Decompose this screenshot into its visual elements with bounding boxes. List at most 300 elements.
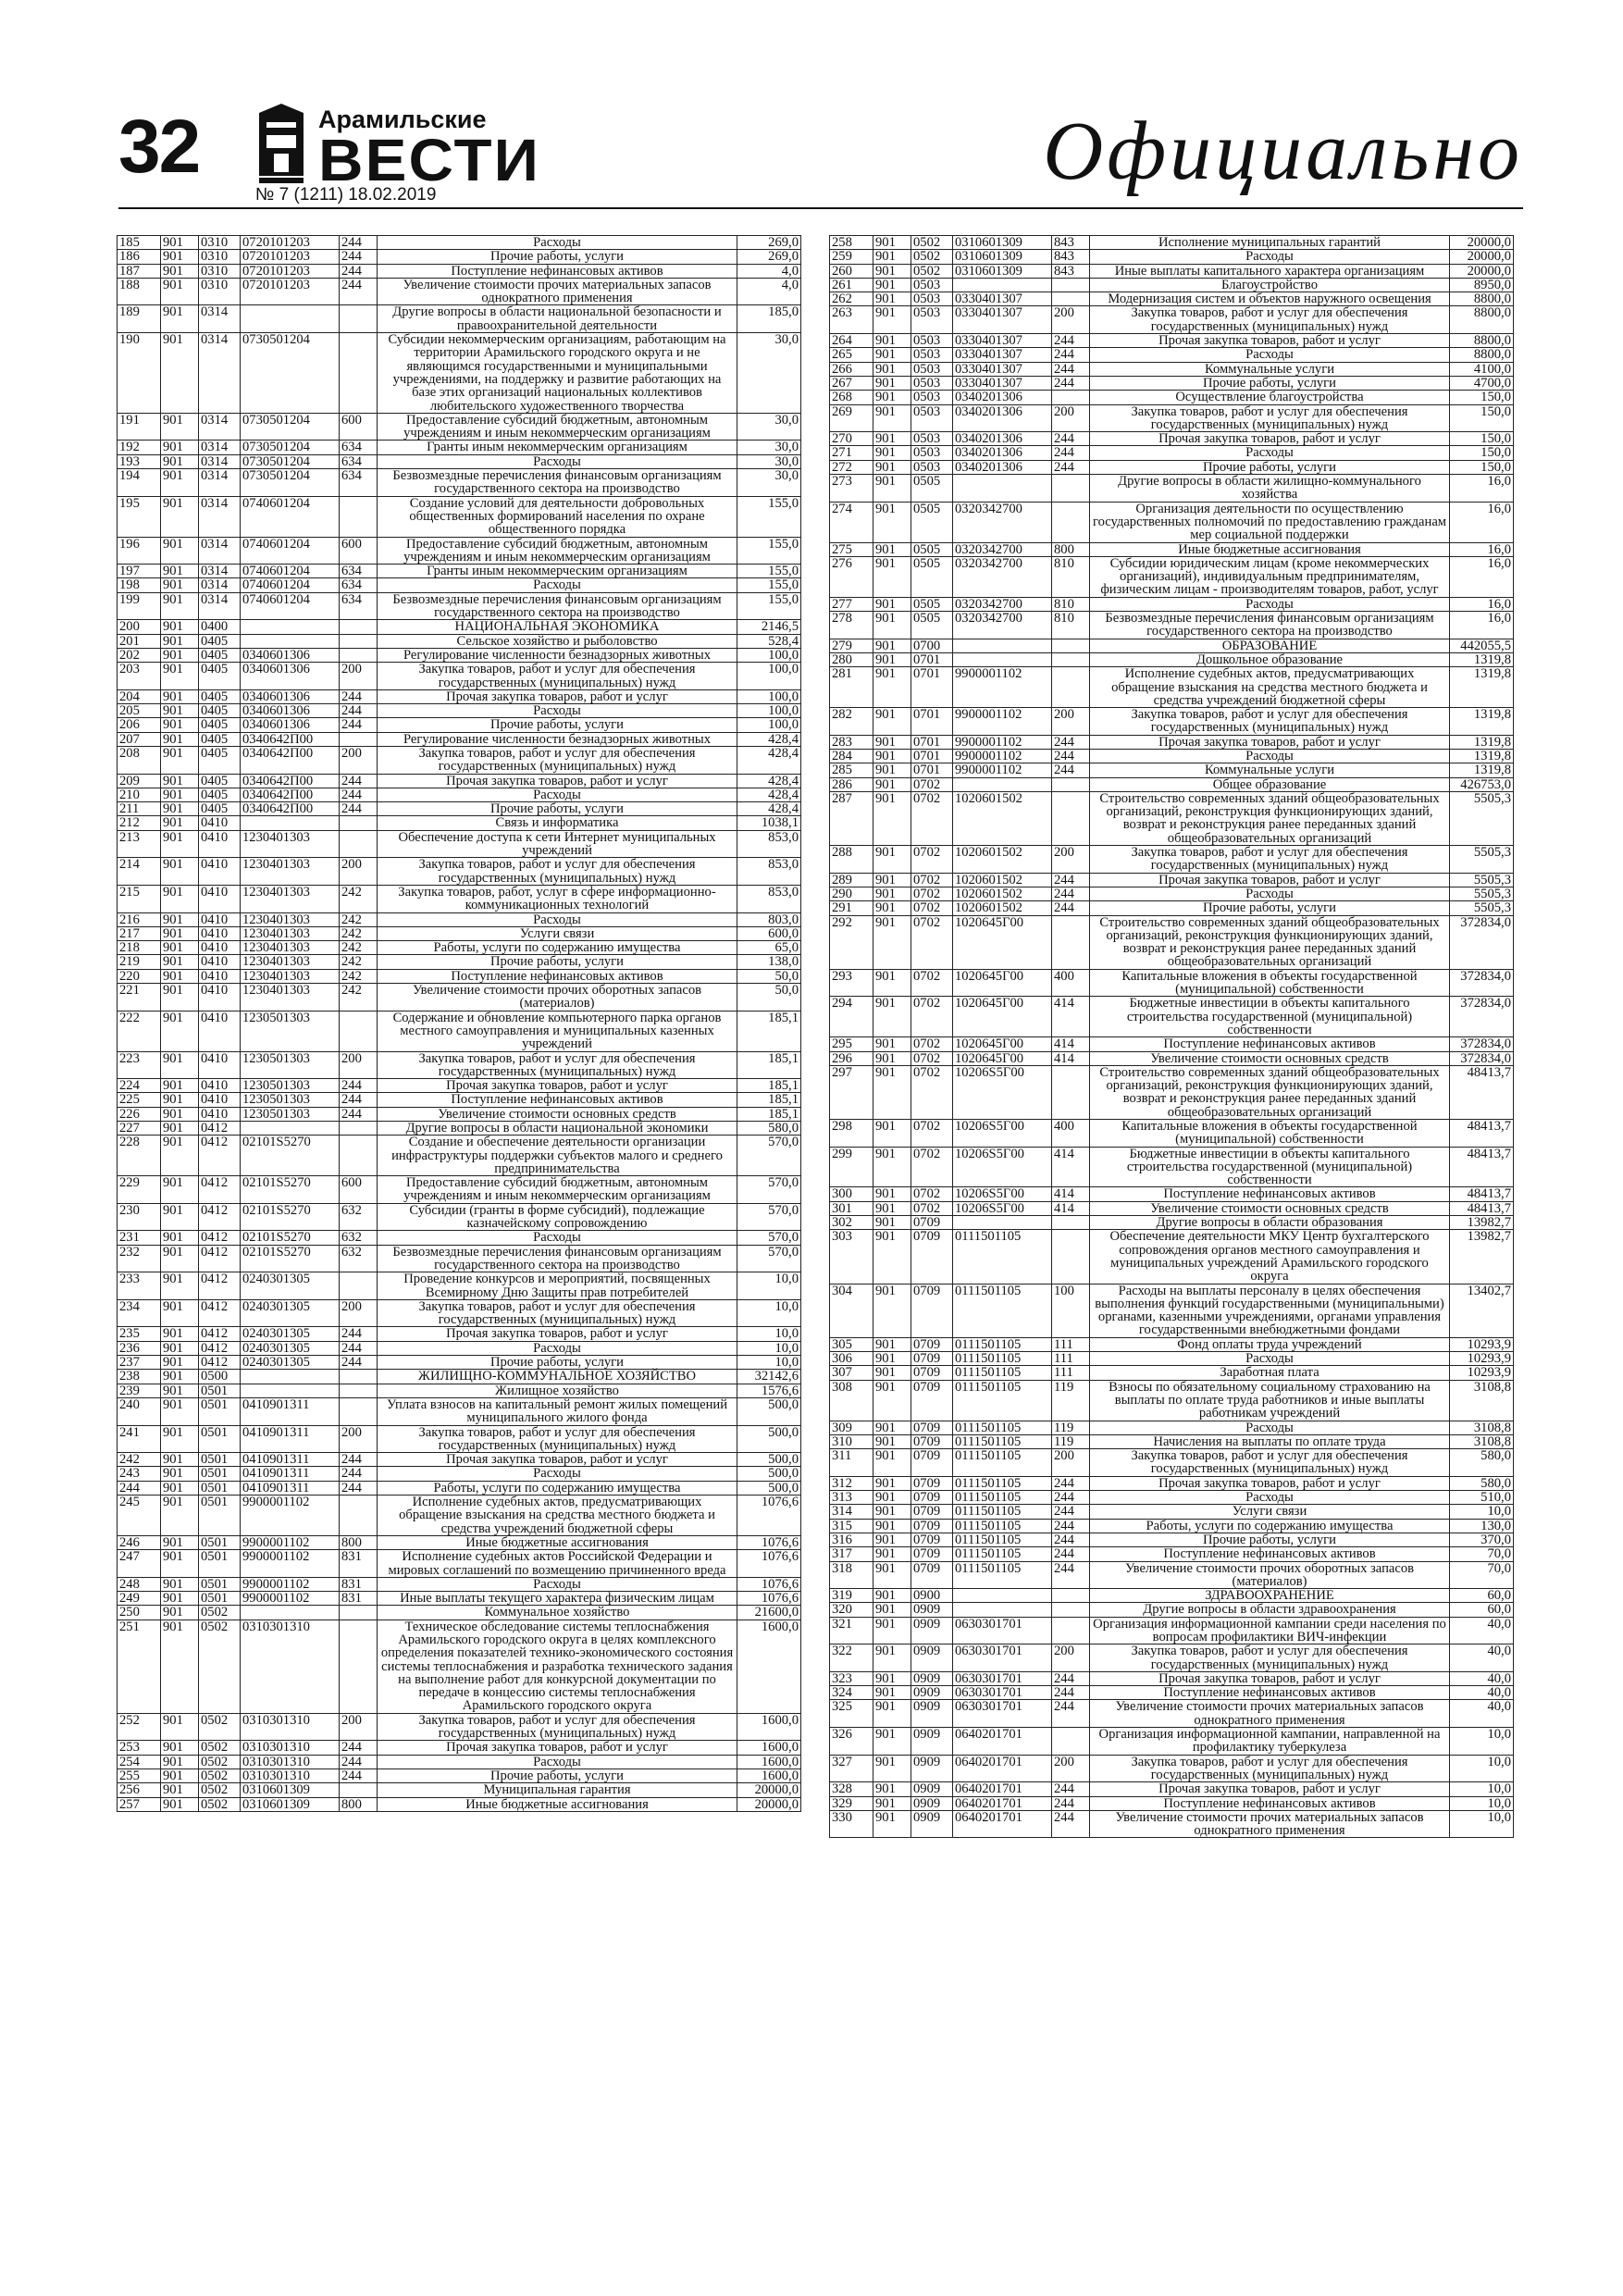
- amount-cell: 20000,0: [1450, 264, 1514, 278]
- table-row: [118, 746, 801, 774]
- target-code-cell: 0240301305: [241, 1356, 340, 1370]
- admin-code-cell: 901: [873, 348, 911, 362]
- row-number-cell: 258: [830, 236, 873, 250]
- row-number-cell: 291: [830, 901, 873, 915]
- description-cell: Гранты иным некоммерческим организациям: [378, 565, 737, 578]
- table-row: [118, 441, 801, 454]
- target-code-cell: 02101S5270: [241, 1231, 340, 1245]
- admin-code-cell: 901: [873, 1686, 911, 1700]
- admin-code-cell: 901: [873, 612, 911, 639]
- row-number-cell: 311: [830, 1449, 873, 1477]
- table-row: [118, 1741, 801, 1755]
- admin-code-cell: 901: [873, 1728, 911, 1756]
- table-row: [830, 1700, 1514, 1728]
- amount-cell: 1038,1: [737, 816, 801, 830]
- description-cell: Расходы: [378, 788, 737, 801]
- row-number-cell: 213: [118, 830, 161, 858]
- target-code-cell: 0330401307: [953, 292, 1052, 306]
- expense-type-cell: [340, 1122, 378, 1136]
- target-code-cell: 9900001102: [953, 749, 1052, 763]
- logo-title: ВЕСТИ: [318, 127, 541, 193]
- section-code-cell: 0405: [199, 732, 241, 746]
- amount-cell: 70,0: [1450, 1561, 1514, 1589]
- section-code-cell: 0900: [911, 1589, 953, 1603]
- expense-type-cell: [340, 816, 378, 830]
- expense-type-cell: [340, 1272, 378, 1300]
- description-cell: Безвозмездные перечисления финансовым организациям государственного сектора на производство: [378, 592, 737, 620]
- section-code-cell: 0410: [199, 984, 241, 1011]
- expense-type-cell: 119: [1052, 1434, 1090, 1448]
- row-number-cell: 294: [830, 997, 873, 1037]
- table-row: [118, 1535, 801, 1549]
- table-row: [118, 689, 801, 703]
- amount-cell: 150,0: [1450, 460, 1514, 474]
- table-row: [118, 1755, 801, 1769]
- section-code-cell: 0314: [199, 305, 241, 333]
- section-code-cell: 0501: [199, 1592, 241, 1606]
- table-row: [118, 1592, 801, 1606]
- admin-code-cell: 901: [873, 1547, 911, 1561]
- expense-type-cell: [340, 1136, 378, 1176]
- amount-cell: 8800,0: [1450, 292, 1514, 306]
- admin-code-cell: 901: [161, 858, 199, 886]
- description-cell: Увеличение стоимости прочих оборотных запасов (материалов): [1090, 1561, 1450, 1589]
- row-number-cell: 225: [118, 1093, 161, 1107]
- row-number-cell: 301: [830, 1201, 873, 1215]
- table-row: [118, 1397, 801, 1425]
- admin-code-cell: 901: [873, 763, 911, 777]
- admin-code-cell: 901: [161, 1713, 199, 1741]
- target-code-cell: 0740601204: [241, 496, 340, 537]
- section-code-cell: 0314: [199, 454, 241, 468]
- admin-code-cell: 901: [161, 941, 199, 955]
- description-cell: Бюджетные инвестиции в объекты капитального строительства государственной (муниципальной) собственности: [1090, 1147, 1450, 1187]
- expense-type-cell: 843: [1052, 236, 1090, 250]
- target-code-cell: 0111501105: [953, 1449, 1052, 1477]
- section-code-cell: 0502: [911, 264, 953, 278]
- section-code-cell: 0701: [911, 667, 953, 708]
- amount-cell: 10,0: [737, 1327, 801, 1341]
- description-cell: Обеспечение деятельности МКУ Центр бухгалтерского сопровождения органов местного самоуправления и муниципальных учреждений Арамильского городского округа: [1090, 1230, 1450, 1284]
- target-code-cell: 0330401307: [953, 334, 1052, 348]
- expense-type-cell: 200: [1052, 708, 1090, 736]
- target-code-cell: [241, 816, 340, 830]
- expense-type-cell: 244: [340, 704, 378, 718]
- admin-code-cell: 901: [873, 1421, 911, 1434]
- admin-code-cell: 901: [873, 639, 911, 652]
- table-row: [830, 1589, 1514, 1603]
- row-number-cell: 276: [830, 556, 873, 597]
- table-row: [830, 612, 1514, 639]
- description-cell: Коммунальное хозяйство: [378, 1606, 737, 1620]
- expense-type-cell: 244: [1052, 376, 1090, 390]
- description-cell: Расходы на выплаты персоналу в целях обеспечения выполнения функций государственными (муниципальными) органами, казенными учреждениями, органами управления государственными внебюджетными фондами: [1090, 1284, 1450, 1337]
- amount-cell: 100,0: [737, 718, 801, 732]
- description-cell: Строительство современных зданий общеобразовательных организаций, реконструкция функционирующих зданий, возврат и реконструкция ранее переданных зданий общеобразовательных организаций: [1090, 915, 1450, 969]
- description-cell: Прочая закупка товаров, работ и услуг: [1090, 1671, 1450, 1685]
- amount-cell: 570,0: [737, 1203, 801, 1231]
- amount-cell: 372834,0: [1450, 1051, 1514, 1065]
- target-code-cell: 1230401303: [241, 941, 340, 955]
- section-code-cell: 0502: [199, 1620, 241, 1713]
- table-row: [830, 542, 1514, 556]
- target-code-cell: 0410901311: [241, 1453, 340, 1467]
- table-row: [830, 1671, 1514, 1685]
- section-code-cell: 0702: [911, 1065, 953, 1119]
- expense-type-cell: [340, 1783, 378, 1797]
- target-code-cell: 0320342700: [953, 542, 1052, 556]
- amount-cell: 100,0: [737, 648, 801, 662]
- table-row: [830, 708, 1514, 736]
- row-number-cell: 316: [830, 1533, 873, 1546]
- amount-cell: 16,0: [1450, 556, 1514, 597]
- expense-type-cell: [1052, 502, 1090, 542]
- amount-cell: 1319,8: [1450, 652, 1514, 666]
- description-cell: Муниципальная гарантия: [378, 1783, 737, 1797]
- target-code-cell: 0111501105: [953, 1284, 1052, 1337]
- description-cell: Закупка товаров, работ и услуг для обеспечения государственных (муниципальных) нужд: [1090, 404, 1450, 432]
- table-row: [830, 1533, 1514, 1546]
- expense-type-cell: 414: [1052, 1201, 1090, 1215]
- section-code-cell: 0405: [199, 788, 241, 801]
- row-number-cell: 236: [118, 1341, 161, 1355]
- header-rule: [118, 207, 1523, 209]
- target-code-cell: 0340601306: [241, 718, 340, 732]
- section-code-cell: 0503: [911, 446, 953, 460]
- amount-cell: 1600,0: [737, 1755, 801, 1769]
- description-cell: Исполнение муниципальных гарантий: [1090, 236, 1450, 250]
- admin-code-cell: 901: [873, 708, 911, 736]
- description-cell: Связь и информатика: [378, 816, 737, 830]
- section-code-cell: 0412: [199, 1203, 241, 1231]
- admin-code-cell: 901: [873, 404, 911, 432]
- admin-code-cell: 901: [873, 652, 911, 666]
- description-cell: Расходы: [378, 454, 737, 468]
- table-row: [830, 446, 1514, 460]
- admin-code-cell: 901: [873, 1519, 911, 1533]
- amount-cell: 570,0: [737, 1176, 801, 1204]
- description-cell: Расходы: [1090, 597, 1450, 611]
- description-cell: Расходы: [1090, 250, 1450, 264]
- target-code-cell: 0330401307: [953, 348, 1052, 362]
- amount-cell: 5505,3: [1450, 901, 1514, 915]
- expense-type-cell: 244: [1052, 460, 1090, 474]
- admin-code-cell: 901: [873, 1366, 911, 1380]
- amount-cell: 372834,0: [1450, 997, 1514, 1037]
- description-cell: ЗДРАВООХРАНЕНИЕ: [1090, 1589, 1450, 1603]
- section-code-cell: 0405: [199, 802, 241, 816]
- admin-code-cell: 901: [161, 1051, 199, 1079]
- description-cell: Предоставление субсидий бюджетным, автономным учреждениям и иным некоммерческим организациям: [378, 537, 737, 565]
- table-row: [830, 1421, 1514, 1434]
- target-code-cell: 0640201701: [953, 1796, 1052, 1810]
- target-code-cell: 0111501105: [953, 1421, 1052, 1434]
- admin-code-cell: 901: [161, 1397, 199, 1425]
- budget-table-right: [829, 235, 1514, 1838]
- target-code-cell: 0111501105: [953, 1434, 1052, 1448]
- table-row: [118, 732, 801, 746]
- table-row: [830, 362, 1514, 376]
- amount-cell: 48413,7: [1450, 1065, 1514, 1119]
- table-row: [830, 1366, 1514, 1380]
- row-number-cell: 190: [118, 333, 161, 414]
- admin-code-cell: 901: [873, 1755, 911, 1782]
- newspaper-logo: [254, 102, 600, 193]
- section-code-cell: 0314: [199, 333, 241, 414]
- section-code-cell: 0709: [911, 1421, 953, 1434]
- expense-type-cell: 810: [1052, 556, 1090, 597]
- table-row: [830, 667, 1514, 708]
- section-code-cell: 0503: [911, 432, 953, 446]
- row-number-cell: 197: [118, 565, 161, 578]
- amount-cell: 185,1: [737, 1051, 801, 1079]
- target-code-cell: 9900001102: [953, 735, 1052, 749]
- section-code-cell: 0503: [911, 376, 953, 390]
- table-row: [118, 278, 801, 305]
- amount-cell: 30,0: [737, 469, 801, 497]
- admin-code-cell: 901: [873, 1051, 911, 1065]
- target-code-cell: 1020645Г00: [953, 969, 1052, 997]
- admin-code-cell: 901: [873, 749, 911, 763]
- expense-type-cell: 244: [340, 1356, 378, 1370]
- section-code-cell: 0412: [199, 1327, 241, 1341]
- amount-cell: 50,0: [737, 984, 801, 1011]
- row-number-cell: 329: [830, 1796, 873, 1810]
- target-code-cell: 0410901311: [241, 1425, 340, 1453]
- target-code-cell: 0740601204: [241, 592, 340, 620]
- section-code-cell: 0503: [911, 460, 953, 474]
- target-code-cell: 0111501105: [953, 1519, 1052, 1533]
- section-code-cell: 0410: [199, 912, 241, 926]
- amount-cell: 40,0: [1450, 1671, 1514, 1685]
- expense-type-cell: 800: [340, 1535, 378, 1549]
- admin-code-cell: 901: [161, 333, 199, 414]
- table-row: [830, 901, 1514, 915]
- amount-cell: 580,0: [1450, 1476, 1514, 1490]
- target-code-cell: 0111501105: [953, 1491, 1052, 1505]
- admin-code-cell: 901: [161, 816, 199, 830]
- description-cell: Прочие работы, услуги: [1090, 901, 1450, 915]
- amount-cell: 8800,0: [1450, 348, 1514, 362]
- row-number-cell: 216: [118, 912, 161, 926]
- section-code-cell: 0503: [911, 334, 953, 348]
- amount-cell: 60,0: [1450, 1603, 1514, 1617]
- expense-type-cell: 414: [1052, 997, 1090, 1037]
- table-row: [118, 1384, 801, 1397]
- table-row: [118, 704, 801, 718]
- amount-cell: 21600,0: [737, 1606, 801, 1620]
- table-row: [830, 1519, 1514, 1533]
- expense-type-cell: [1052, 391, 1090, 404]
- table-row: [830, 997, 1514, 1037]
- description-cell: Создание условий для деятельности добровольных общественных формирований населения по охране общественного порядка: [378, 496, 737, 537]
- section-code-cell: 0310: [199, 264, 241, 278]
- amount-cell: 1319,8: [1450, 749, 1514, 763]
- amount-cell: 10,0: [1450, 1755, 1514, 1782]
- section-code-cell: 0503: [911, 362, 953, 376]
- target-code-cell: 0310601309: [241, 1797, 340, 1811]
- target-code-cell: 0340201306: [953, 460, 1052, 474]
- expense-type-cell: 810: [1052, 612, 1090, 639]
- description-cell: Увеличение стоимости основных средств: [1090, 1201, 1450, 1215]
- row-number-cell: 308: [830, 1380, 873, 1421]
- table-row: [118, 305, 801, 333]
- description-cell: Увеличение стоимости прочих материальных запасов однократного применения: [378, 278, 737, 305]
- admin-code-cell: 901: [873, 887, 911, 900]
- admin-code-cell: 901: [161, 565, 199, 578]
- target-code-cell: 0320342700: [953, 597, 1052, 611]
- admin-code-cell: 901: [873, 1796, 911, 1810]
- admin-code-cell: 901: [873, 1644, 911, 1672]
- section-code-cell: 0909: [911, 1755, 953, 1782]
- section-code-cell: 0405: [199, 663, 241, 690]
- target-code-cell: 1230401303: [241, 969, 340, 983]
- description-cell: Расходы: [1090, 348, 1450, 362]
- admin-code-cell: 901: [161, 1425, 199, 1453]
- expense-type-cell: 632: [340, 1245, 378, 1272]
- row-number-cell: 328: [830, 1782, 873, 1796]
- amount-cell: 600,0: [737, 926, 801, 940]
- target-code-cell: 1230501303: [241, 1079, 340, 1093]
- row-number-cell: 194: [118, 469, 161, 497]
- amount-cell: 32142,6: [737, 1370, 801, 1384]
- row-number-cell: 283: [830, 735, 873, 749]
- expense-type-cell: 200: [340, 1713, 378, 1741]
- target-code-cell: 0310301310: [241, 1755, 340, 1769]
- section-code-cell: 0410: [199, 885, 241, 912]
- target-code-cell: 0111501105: [953, 1533, 1052, 1546]
- admin-code-cell: 901: [873, 969, 911, 997]
- section-code-cell: 0405: [199, 689, 241, 703]
- section-code-cell: 0709: [911, 1380, 953, 1421]
- row-number-cell: 242: [118, 1453, 161, 1467]
- target-code-cell: 1230401303: [241, 912, 340, 926]
- expense-type-cell: 244: [1052, 1686, 1090, 1700]
- amount-cell: 30,0: [737, 454, 801, 468]
- description-cell: Поступление нефинансовых активов: [1090, 1547, 1450, 1561]
- description-cell: Другие вопросы в области образования: [1090, 1216, 1450, 1230]
- row-number-cell: 198: [118, 578, 161, 592]
- target-code-cell: 0630301701: [953, 1671, 1052, 1685]
- admin-code-cell: 901: [161, 634, 199, 648]
- amount-cell: 40,0: [1450, 1700, 1514, 1728]
- expense-type-cell: 111: [1052, 1366, 1090, 1380]
- section-code-cell: 0501: [199, 1481, 241, 1495]
- amount-cell: 1319,8: [1450, 763, 1514, 777]
- admin-code-cell: 901: [873, 334, 911, 348]
- target-code-cell: 1020601502: [953, 901, 1052, 915]
- expense-type-cell: 600: [340, 537, 378, 565]
- target-code-cell: [241, 620, 340, 634]
- description-cell: Прочая закупка товаров, работ и услуг: [1090, 1476, 1450, 1490]
- amount-cell: 20000,0: [1450, 236, 1514, 250]
- table-row: [118, 1203, 801, 1231]
- amount-cell: 5505,3: [1450, 887, 1514, 900]
- amount-cell: 500,0: [737, 1481, 801, 1495]
- admin-code-cell: 901: [161, 250, 199, 264]
- amount-cell: 100,0: [737, 689, 801, 703]
- section-code-cell: 0410: [199, 926, 241, 940]
- description-cell: Закупка товаров, работ и услуг для обеспечения государственных (муниципальных) нужд: [378, 1425, 737, 1453]
- description-cell: Заработная плата: [1090, 1366, 1450, 1380]
- budget-table-left: [117, 235, 801, 1812]
- description-cell: Безвозмездные перечисления финансовым организациям государственного сектора на производство: [1090, 612, 1450, 639]
- table-row: [118, 984, 801, 1011]
- amount-cell: 500,0: [737, 1397, 801, 1425]
- table-row: [118, 454, 801, 468]
- description-cell: Благоустройство: [1090, 278, 1450, 292]
- row-number-cell: 250: [118, 1606, 161, 1620]
- row-number-cell: 200: [118, 620, 161, 634]
- table-row: [118, 1453, 801, 1467]
- target-code-cell: 9900001102: [953, 708, 1052, 736]
- description-cell: Расходы: [378, 236, 737, 250]
- row-number-cell: 284: [830, 749, 873, 763]
- row-number-cell: 237: [118, 1356, 161, 1370]
- row-number-cell: 313: [830, 1491, 873, 1505]
- admin-code-cell: 901: [873, 446, 911, 460]
- amount-cell: 570,0: [737, 1231, 801, 1245]
- description-cell: Работы, услуги по содержанию имущества: [378, 941, 737, 955]
- admin-code-cell: 901: [873, 1700, 911, 1728]
- target-code-cell: 0310301310: [241, 1769, 340, 1782]
- target-code-cell: 1230401303: [241, 858, 340, 886]
- description-cell: Исполнение судебных актов, предусматривающих обращение взыскания на средства местного бюджета и средства учреждений бюджетной сферы: [1090, 667, 1450, 708]
- amount-cell: 372834,0: [1450, 969, 1514, 997]
- admin-code-cell: 901: [873, 236, 911, 250]
- section-code-cell: 0702: [911, 791, 953, 845]
- table-row: [830, 873, 1514, 887]
- description-cell: Другие вопросы в области здравоохранения: [1090, 1603, 1450, 1617]
- section-code-cell: 0505: [911, 556, 953, 597]
- amount-cell: 48413,7: [1450, 1147, 1514, 1187]
- row-number-cell: 269: [830, 404, 873, 432]
- section-code-cell: 0702: [911, 1201, 953, 1215]
- expense-type-cell: 244: [1052, 1505, 1090, 1519]
- table-row: [830, 639, 1514, 652]
- admin-code-cell: 901: [161, 663, 199, 690]
- target-code-cell: 0630301701: [953, 1686, 1052, 1700]
- section-code-cell: 0709: [911, 1505, 953, 1519]
- row-number-cell: 304: [830, 1284, 873, 1337]
- table-row: [118, 1122, 801, 1136]
- expense-type-cell: 634: [340, 454, 378, 468]
- description-cell: Иные бюджетные ассигнования: [378, 1797, 737, 1811]
- table-row: [830, 391, 1514, 404]
- section-code-cell: 0410: [199, 858, 241, 886]
- row-number-cell: 221: [118, 984, 161, 1011]
- table-row: [830, 1491, 1514, 1505]
- row-number-cell: 296: [830, 1051, 873, 1065]
- description-cell: Поступление нефинансовых активов: [1090, 1796, 1450, 1810]
- row-number-cell: 303: [830, 1230, 873, 1284]
- table-row: [830, 597, 1514, 611]
- issue-info: № 7 (1211) 18.02.2019: [255, 185, 437, 205]
- admin-code-cell: 901: [873, 1037, 911, 1051]
- row-number-cell: 253: [118, 1741, 161, 1755]
- description-cell: Прочая закупка товаров, работ и услуг: [1090, 432, 1450, 446]
- target-code-cell: 0310301310: [241, 1620, 340, 1713]
- target-code-cell: 9900001102: [241, 1592, 340, 1606]
- expense-type-cell: 200: [1052, 1755, 1090, 1782]
- admin-code-cell: 901: [161, 469, 199, 497]
- amount-cell: 570,0: [737, 1245, 801, 1272]
- amount-cell: 428,4: [737, 802, 801, 816]
- table-row: [118, 1107, 801, 1121]
- admin-code-cell: 901: [161, 1231, 199, 1245]
- description-cell: Безвозмездные перечисления финансовым организациям государственного сектора на производство: [378, 1245, 737, 1272]
- description-cell: Поступление нефинансовых активов: [1090, 1037, 1450, 1051]
